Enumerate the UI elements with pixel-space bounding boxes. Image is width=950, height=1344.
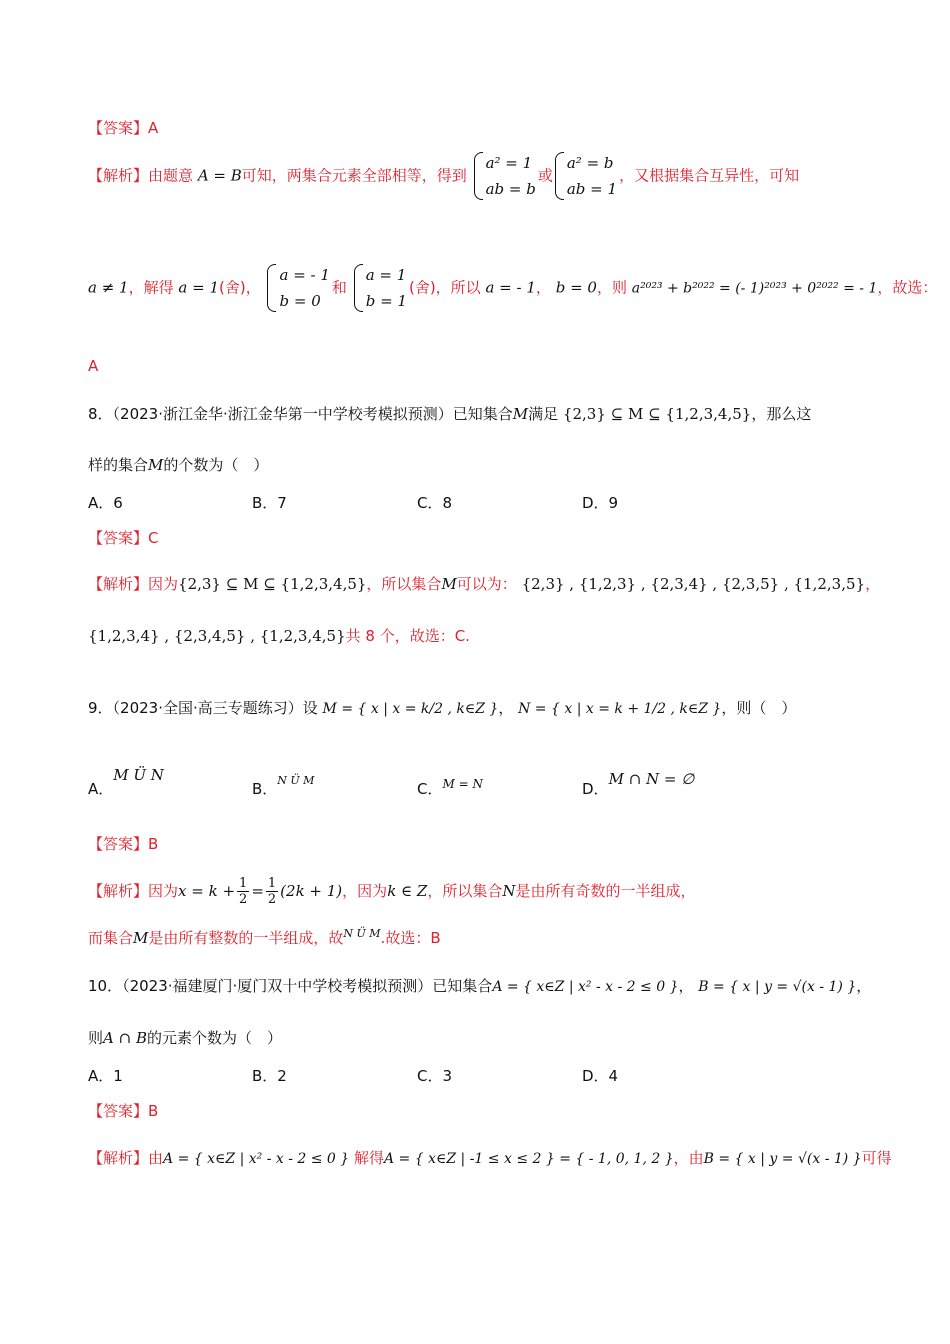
q8-stem-line1: 8．（2023·浙江金华·浙江金华第一中学校考模拟预测）已知集合M满足 {2,3} ⊆ M ⊆ {1,2,3,4,5}，那么这 <box>88 405 812 423</box>
q9-option-c: C．$^{M = N}$ <box>417 777 483 798</box>
q10-option-c: C．3 <box>417 1067 453 1085</box>
q10-stem-line1: 10．（2023·福建厦门·厦门双十中学校考模拟预测）已知集合A = { x∈Z | x² - x - 2 ≤ 0 }， B = { x | y = √(x - 1) }， <box>88 977 872 995</box>
q7-analysis-line2: a ≠ 1，解得 a = 1(舍)， a = - 1 b = 0 和 a = 1 b = 1 (舍)，所以 a = - 1， b = 0，则 a²⁰²³ + b²⁰²² = (- 1)²⁰²³ + 0²⁰²² = - 1，故选： <box>88 262 937 314</box>
q8-option-d: D．9 <box>582 494 619 512</box>
answer-tag: 【答案】B <box>88 1102 159 1120</box>
answer-tag: 【答案】A <box>88 119 159 137</box>
q8-analysis-line1: 【解析】因为{2,3} ⊆ M ⊆ {1,2,3,4,5}，所以集合M可以为： {2,3} , {1,2,3} , {2,3,4} , {2,3,5} , {1,2,3,5}， <box>88 575 881 593</box>
q8-option-a: A．6 <box>88 494 123 512</box>
q10-analysis-line1: 【解析】由A = { x∈Z | x² - x - 2 ≤ 0 } 解得A = { x∈Z | -1 ≤ x ≤ 2 } = { - 1, 0, 1, 2 }，由B = { x | y = √(x - 1) }可得 <box>88 1149 892 1167</box>
q9-analysis-line1: 【解析】因为x = k + $\frac{1}{2}$ = $\frac{1}{2}$ (2k + 1)，因为k ∈ Z，所以集合N是由所有奇数的一半组成， <box>88 876 696 907</box>
answer-tag: 【答案】B <box>88 835 159 853</box>
answer-tag: 【答案】C <box>88 529 159 547</box>
equation-system: a² = 1 ab = b <box>474 150 536 202</box>
q8-option-b: B．7 <box>252 494 287 512</box>
q10-option-a: A．1 <box>88 1067 123 1085</box>
analysis-tag: 【解析】 <box>88 575 149 593</box>
q10-option-d: D．4 <box>582 1067 619 1085</box>
equation-system: a² = b ab = 1 <box>555 150 617 202</box>
equation-system: a = - 1 b = 0 <box>267 262 329 314</box>
q9-option-b: B．$^{N Ü M}$ <box>252 774 315 798</box>
q7-analysis-line3: A <box>88 357 99 375</box>
q8-option-c: C．8 <box>417 494 453 512</box>
q8-answer <box>88 526 158 550</box>
q10-option-b: B．2 <box>252 1067 287 1085</box>
q9-analysis-line2: 而集合M是由所有整数的一半组成，故$^{N Ü M}$.故选：B <box>88 927 441 947</box>
analysis-tag: 【解析】 <box>88 166 149 185</box>
analysis-tag: 【解析】 <box>88 882 149 900</box>
q7-answer <box>88 116 158 140</box>
q9-option-d: D．M ∩ N = ∅ <box>582 770 695 798</box>
q9-stem: 9．（2023·全国·高三专题练习）设 M = { x | x = k/2 , k∈Z }， N = { x | x = k + 1/2 , k∈Z }，则（ ） <box>88 699 797 717</box>
q9-answer <box>88 832 158 856</box>
math-expr: A = B <box>197 166 242 185</box>
q8-stem-line2: 样的集合M的个数为（ ） <box>88 456 269 474</box>
analysis-tag: 【解析】 <box>88 1149 149 1167</box>
q7-analysis-line1: 【解析】由题意 A = B可知，两集合元素全部相等，得到 a² = 1 ab = b 或 a² = b ab = 1 ，又根据集合互异性，可知 <box>88 150 799 202</box>
q8-analysis-line2: {1,2,3,4} , {2,3,4,5} , {1,2,3,4,5}共 8 个，故选：C. <box>88 627 470 645</box>
equation-system: a = 1 b = 1 <box>354 262 407 314</box>
q10-stem-line2: 则A ∩ B的元素个数为（ ） <box>88 1029 282 1047</box>
q10-answer <box>88 1099 158 1123</box>
q9-option-a: A．M Ü N <box>88 766 164 798</box>
